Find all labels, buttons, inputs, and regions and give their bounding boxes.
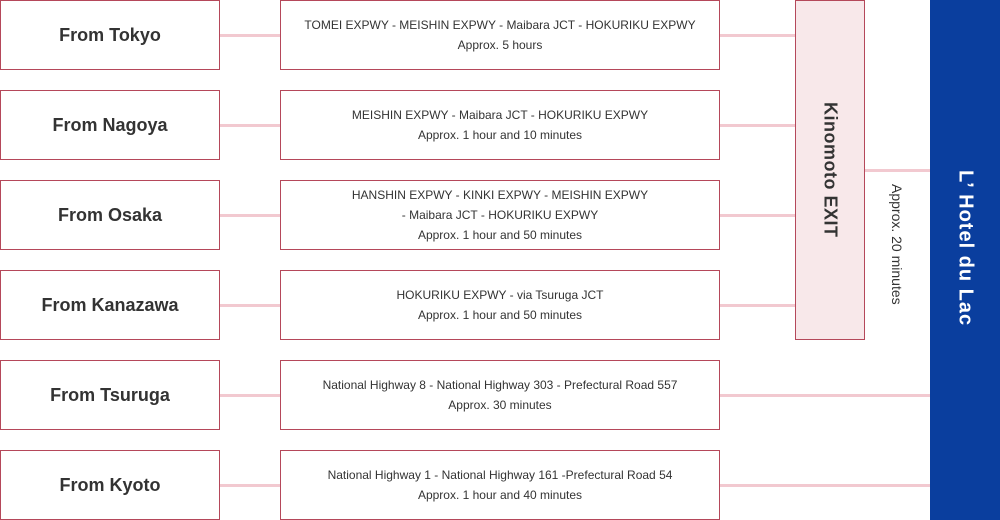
- route-box-tokyo: [280, 0, 720, 70]
- destination-box: [930, 0, 1000, 520]
- route-box-tsuruga: [280, 360, 720, 430]
- exit-duration: [880, 170, 914, 340]
- connector-line: [720, 124, 795, 127]
- route-path-continued: - Maibara JCT - HOKURIKU EXPWY: [401, 208, 599, 222]
- exit-duration-label: Approx. 20 minutes: [889, 184, 905, 305]
- route-time: Approx. 30 minutes: [448, 398, 552, 412]
- origin-label: From Tsuruga: [50, 384, 170, 405]
- connector-line: [220, 34, 280, 37]
- route-path: TOMEI EXPWY - MEISHIN EXPWY - Maibara JCT - HOKURIKU EXPWY: [304, 18, 696, 32]
- route-time: Approx. 1 hour and 50 minutes: [417, 308, 583, 322]
- connector-line: [220, 214, 280, 217]
- origin-box-tsuruga: [0, 360, 220, 430]
- connector-line: [720, 34, 795, 37]
- origin-label: From Tokyo: [59, 24, 161, 45]
- route-path: HANSHIN EXPWY - KINKI EXPWY - MEISHIN EXPWY: [351, 188, 649, 202]
- route-path: HOKURIKU EXPWY - via Tsuruga JCT: [396, 288, 604, 302]
- connector-line: [720, 214, 795, 217]
- origin-box-nagoya: [0, 90, 220, 160]
- connector-line: [720, 484, 930, 487]
- destination-label: L’ Hotel du Lac: [954, 170, 977, 327]
- connector-line: [220, 394, 280, 397]
- route-path: MEISHIN EXPWY - Maibara JCT - HOKURIKU EXPWY: [351, 108, 649, 122]
- origin-label: From Osaka: [57, 204, 163, 225]
- origin-box-osaka: [0, 180, 220, 250]
- origin-label: From Nagoya: [52, 114, 168, 135]
- connector-line: [220, 304, 280, 307]
- connector-line: [220, 484, 280, 487]
- origin-box-tokyo: [0, 0, 220, 70]
- exit-box: [795, 0, 865, 340]
- route-time: Approx. 5 hours: [457, 38, 543, 52]
- route-box-kanazawa: [280, 270, 720, 340]
- route-time: Approx. 1 hour and 40 minutes: [417, 488, 583, 502]
- connector-line: [220, 124, 280, 127]
- route-box-kyoto: [280, 450, 720, 520]
- origin-box-kyoto: [0, 450, 220, 520]
- route-box-osaka: [280, 180, 720, 250]
- route-time: Approx. 1 hour and 50 minutes: [417, 228, 583, 242]
- connector-line: [720, 394, 930, 397]
- connector-line: [720, 304, 795, 307]
- route-box-nagoya: [280, 90, 720, 160]
- route-time: Approx. 1 hour and 10 minutes: [417, 128, 583, 142]
- exit-label: Kinomoto EXIT: [820, 102, 841, 238]
- origin-label: From Kyoto: [59, 474, 161, 495]
- route-path: National Highway 8 - National Highway 303 - Prefectural Road 557: [322, 378, 678, 392]
- origin-label: From Kanazawa: [41, 294, 179, 315]
- route-path: National Highway 1 - National Highway 161 -Prefectural Road 54: [327, 468, 673, 482]
- origin-box-kanazawa: [0, 270, 220, 340]
